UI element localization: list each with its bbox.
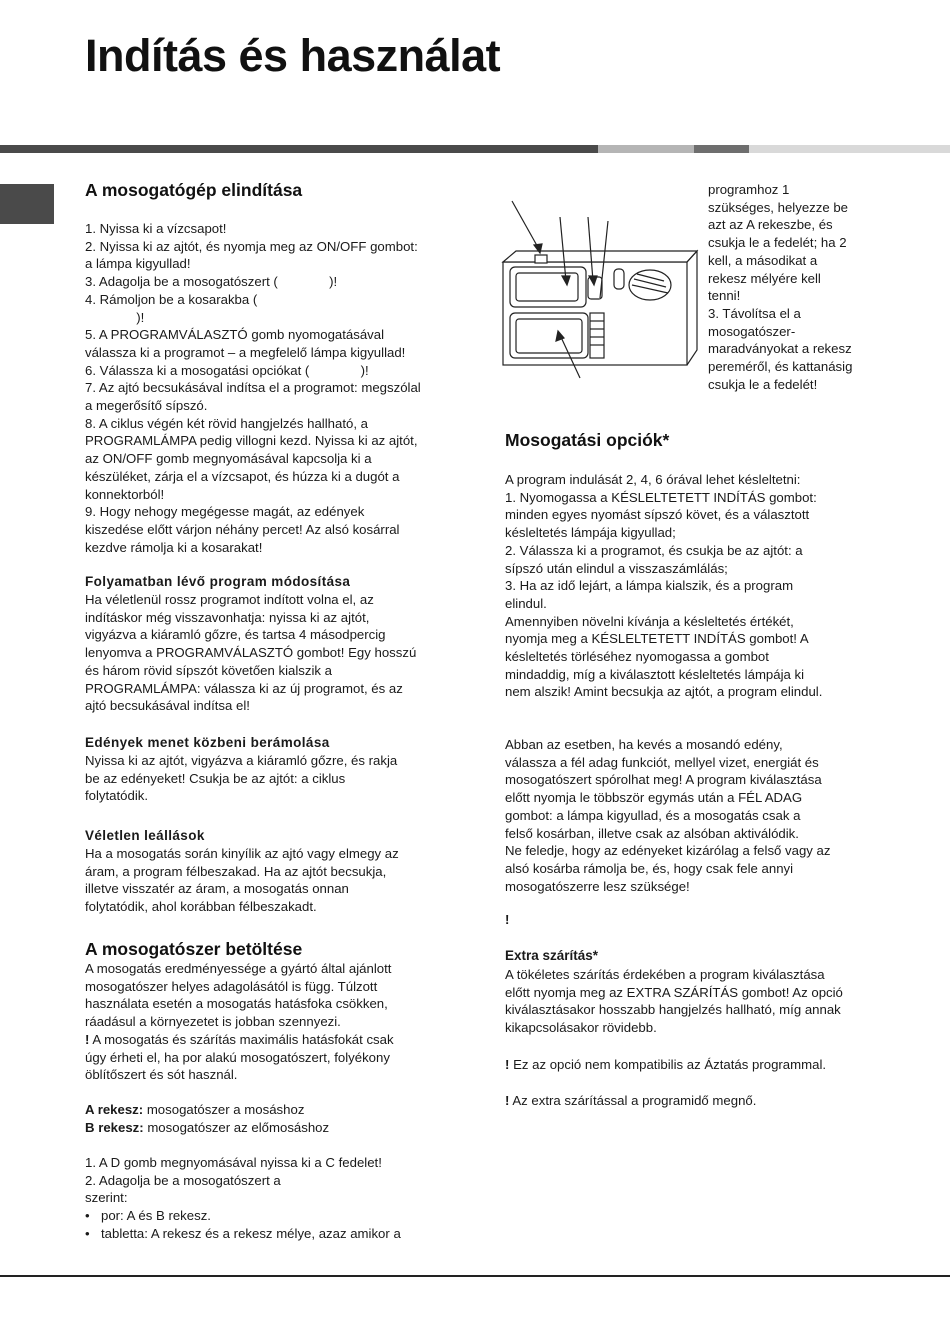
header-rule-mid [694, 145, 749, 153]
cont-line: pereméről, és kattanásig [708, 359, 853, 375]
delay-line: nem alszik! Amint becsukja az ajtót, a program elindul. [505, 684, 823, 700]
cont-line: 3. Távolítsa el a [708, 305, 801, 321]
start-step: 7. Az ajtó becsukásával indítsa el a programot: megszólal [85, 380, 421, 396]
cont-line: szükséges, helyezze be [708, 199, 849, 215]
note-2-text: Az extra szárítással a programidő megnő. [509, 1093, 757, 1108]
delay-line: 2. Válassza ki a programot, és csukja be az ajtót: a [505, 542, 803, 558]
compartment-a-label: A rekesz: [85, 1102, 144, 1117]
page-title: Indítás és használat [85, 30, 501, 81]
half-line: alsó kosárba rámolja be, és, hogy csak fele annyi [505, 860, 794, 876]
modify-line: lenyomva a PROGRAMVÁLASZTÓ gombot! Egy hosszú [85, 645, 417, 661]
detergent-bullets [85, 1207, 401, 1242]
delay-text [505, 471, 822, 701]
modify-line: indításkor még visszavonhatja: nyissa ki az ajtót, [85, 609, 370, 625]
interrupt-line: illetve visszatér az áram, a mosogatás onnan [85, 881, 349, 897]
detergent-line: mosogatószer helyes adagolásától is függ. Túlzott [85, 978, 378, 994]
delay-line: A program indulását 2, 4, 6 órával lehet késleltetni: [505, 472, 801, 487]
note-2 [505, 1092, 756, 1110]
pointer-line [512, 201, 540, 251]
start-steps [85, 220, 421, 556]
lid-tab [535, 255, 547, 263]
detergent-line: ráadásul a környezetet is jobban szennyezi. [85, 1014, 341, 1030]
delay-line: nyomja meg a KÉSLELTETETT INDÍTÁS gombot! A [505, 631, 809, 647]
half-line: előtt nyomja le többször egymás után a FÉL ADAG [505, 790, 803, 806]
interrupt-text [85, 845, 399, 916]
compartment-a-text: mosogatószer a mosáshoz [143, 1102, 305, 1117]
detergent-warning [85, 1031, 394, 1049]
extra-line: kikapcsolásakor rövidebb. [505, 1020, 657, 1036]
extra-dry-text [505, 966, 843, 1037]
start-step: a megerősítő sípszó. [85, 398, 208, 414]
cont-line: rekesz mélyére kell [708, 270, 821, 286]
compartment-a [85, 1101, 329, 1119]
half-load-text [505, 736, 831, 895]
add-heading: Edények menet közbeni berámolása [85, 735, 330, 750]
modify-line: vigyázva a kiáramló gőzre, és tartsa 4 másodpercig [85, 627, 386, 643]
note-1-text: Ez az opció nem kompatibilis az Áztatás programmal. [509, 1057, 827, 1072]
header-rule-dark [0, 145, 598, 153]
bullet-item: • por: A és B rekesz. [85, 1207, 401, 1225]
half-line: gombot: a lámpa kigyullad, és a mosogatás csak a [505, 807, 801, 823]
compartment-b-label: B rekesz: [85, 1119, 144, 1135]
start-step: PROGRAMLÁMPA pedig villogni kezd. Nyissa ki az ajtót, [85, 433, 418, 449]
warning-line: öblítőszert és sót használ. [85, 1067, 238, 1083]
start-step: 9. Hogy nehogy megégesse magát, az edények [85, 504, 365, 520]
header-rule-pale [749, 145, 950, 153]
start-step: )! [85, 309, 145, 325]
footer-rule [0, 1275, 950, 1277]
start-step: az ON/OFF gomb megnyomásával kapcsolja ki a [85, 451, 372, 467]
warning-mark: ! [85, 1031, 90, 1047]
start-step: 5. A PROGRAMVÁLASZTÓ gomb nyomogatásával [85, 327, 385, 343]
detergent-line: A mosogatás eredményessége a gyártó által ajánlott [85, 961, 392, 976]
warning-line: úgy érheti el, ha por alakú mosogatószert, folyékony [85, 1049, 390, 1065]
dispenser-top-panel [503, 251, 697, 262]
bullet-item: • tabletta: A rekesz és a rekesz mélye, azaz amikor a [85, 1225, 401, 1243]
cont-line: tenni! [708, 288, 741, 304]
side-tab-marker [0, 184, 54, 224]
start-step: 3. Adagolja be a mosogatószert ( )! [85, 274, 338, 290]
start-step: 6. Válassza ki a mosogatási opciókat ( )! [85, 362, 369, 378]
cont-line: mosogatószer- [708, 323, 796, 339]
start-step: a lámpa kigyullad! [85, 256, 191, 272]
note-2-mark: ! [505, 1093, 510, 1108]
add-line: be az edényeket! Csukja be az ajtót: a ciklus [85, 770, 346, 786]
detergent-step: szerint: [85, 1190, 128, 1206]
modify-line: ajtó becsukásával indítsa el! [85, 698, 250, 714]
delay-line: késleltetés törléséhez nyomogassa a gombot [505, 649, 769, 665]
delay-line: elindul. [505, 595, 547, 611]
modify-line: és három rövid sípszót követően kialszik a [85, 662, 333, 678]
detergent-steps [85, 1154, 401, 1243]
start-step: válassza ki a programot – a megfelelő lámpa kigyullad! [85, 344, 406, 360]
compartment-b-text: mosogatószer az előmosáshoz [143, 1119, 330, 1135]
note-1-mark: ! [505, 1057, 510, 1072]
half-warning-mark: ! [505, 912, 510, 927]
extra-dry-heading: Extra szárítás* [505, 948, 599, 963]
extra-line: kiválasztásakor hosszabb hangjelzés hallható, míg annak [505, 1002, 841, 1018]
extra-line: előtt nyomja meg az EXTRA SZÁRÍTÁS gombot! Az opció [505, 984, 843, 1000]
start-step: 1. Nyissa ki a vízcsapot! [85, 221, 227, 236]
start-step: kezdve rámolja ki a kosarakat! [85, 539, 263, 555]
interrupt-heading: Véletlen leállások [85, 828, 205, 843]
note-1 [505, 1056, 826, 1074]
warning-line: A mosogatás és szárítás maximális hatásfokát csak [89, 1031, 394, 1047]
detergent-heading: A mosogatószer betöltése [85, 939, 303, 959]
interrupt-line: áram, a program félbeszakad. Ha az ajtót becsukja, [85, 863, 387, 879]
dispenser-side-panel [687, 251, 697, 365]
detergent-text [85, 960, 394, 1084]
cont-line: kell, a másodikat a [708, 252, 818, 268]
start-step: 2. Nyissa ki az ajtót, és nyomja meg az ON/OFF gombot: [85, 238, 418, 254]
modify-line: PROGRAMLÁMPA: válassza ki az új programot, és az [85, 680, 403, 696]
half-line: válassza a fél adag funkciót, mellyel vizet, energiát és [505, 754, 819, 770]
delay-line: minden egyes nyomást sípszó követ, és a választott [505, 507, 810, 523]
start-step: készüléket, zárja el a vízcsapot, és húzza ki a dugót a [85, 468, 400, 484]
start-step: konnektorból! [85, 486, 165, 502]
modify-heading: Folyamatban lévő program módosítása [85, 574, 351, 589]
start-step: kiszedése előtt várjon néhány percet! Az alsó kosárral [85, 521, 400, 537]
modify-line: Ha véletlenül rossz programot indított volna el, az [85, 592, 374, 607]
modify-text [85, 591, 416, 715]
start-heading: A mosogatógép elindítása [85, 180, 303, 200]
dispenser-instructions-cont [708, 181, 852, 393]
detergent-line: használata esetén a mosogatás hatásfoka csökken, [85, 996, 388, 1012]
add-line: Nyissa ki az ajtót, vigyázva a kiáramló gőzre, és rakja [85, 753, 398, 768]
delay-line: sípszó után elindul a visszaszámlálás; [505, 560, 728, 576]
half-line: mosogatószerre lesz szüksége! [505, 878, 690, 894]
start-step: 8. A ciklus végén két rövid hangjelzés hallható, a [85, 415, 368, 431]
start-step: 4. Rámoljon be a kosarakba ( [85, 291, 258, 307]
dispenser-diagram [500, 195, 700, 380]
delay-line: mindaddig, míg a kiválasztott késleltetés lámpája ki [505, 666, 805, 682]
interrupt-line: folytatódik, ahol korábban félbeszakadt. [85, 899, 317, 915]
cont-line: csukja le a fedelét! [708, 376, 818, 392]
cont-line: azt az A rekeszbe, és [708, 217, 833, 233]
add-line: folytatódik. [85, 788, 149, 804]
half-line: mosogatószert spórolhat meg! A program kiválasztása [505, 772, 822, 788]
cont-line: maradványokat a rekesz [708, 341, 852, 357]
compartments [85, 1101, 329, 1136]
delay-line: Amennyiben növelni kívánja a késleltetés értékét, [505, 613, 794, 629]
detergent-step: 2. Adagolja be a mosogatószert a [85, 1172, 281, 1188]
extra-line: A tökéletes szárítás érdekében a program kiválasztása [505, 967, 825, 982]
detergent-step: 1. A D gomb megnyomásával nyissa ki a C fedelet! [85, 1155, 382, 1170]
interrupt-line: Ha a mosogatás során kinyílik az ajtó vagy elmegy az [85, 846, 399, 861]
half-line: Abban az esetben, ha kevés a mosandó edény, [505, 737, 783, 752]
delay-line: késleltetés lámpája kigyullad; [505, 525, 676, 541]
half-line: Ne feledje, hogy az edényeket kizárólag a felső vagy az [505, 843, 831, 859]
half-line: felső kosárban, illetve csak az alsóban aktiválódik. [505, 825, 799, 841]
add-text [85, 752, 397, 805]
compartment-b [85, 1119, 329, 1137]
header-rule-light [598, 145, 694, 153]
cont-line: programhoz 1 [708, 182, 790, 197]
options-heading: Mosogatási opciók* [505, 430, 670, 450]
delay-line: 3. Ha az idő lejárt, a lámpa kialszik, és a program [505, 578, 794, 594]
delay-line: 1. Nyomogassa a KÉSLELTETETT INDÍTÁS gombot: [505, 489, 817, 505]
cont-line: csukja le a fedelét; ha 2 [708, 235, 847, 251]
